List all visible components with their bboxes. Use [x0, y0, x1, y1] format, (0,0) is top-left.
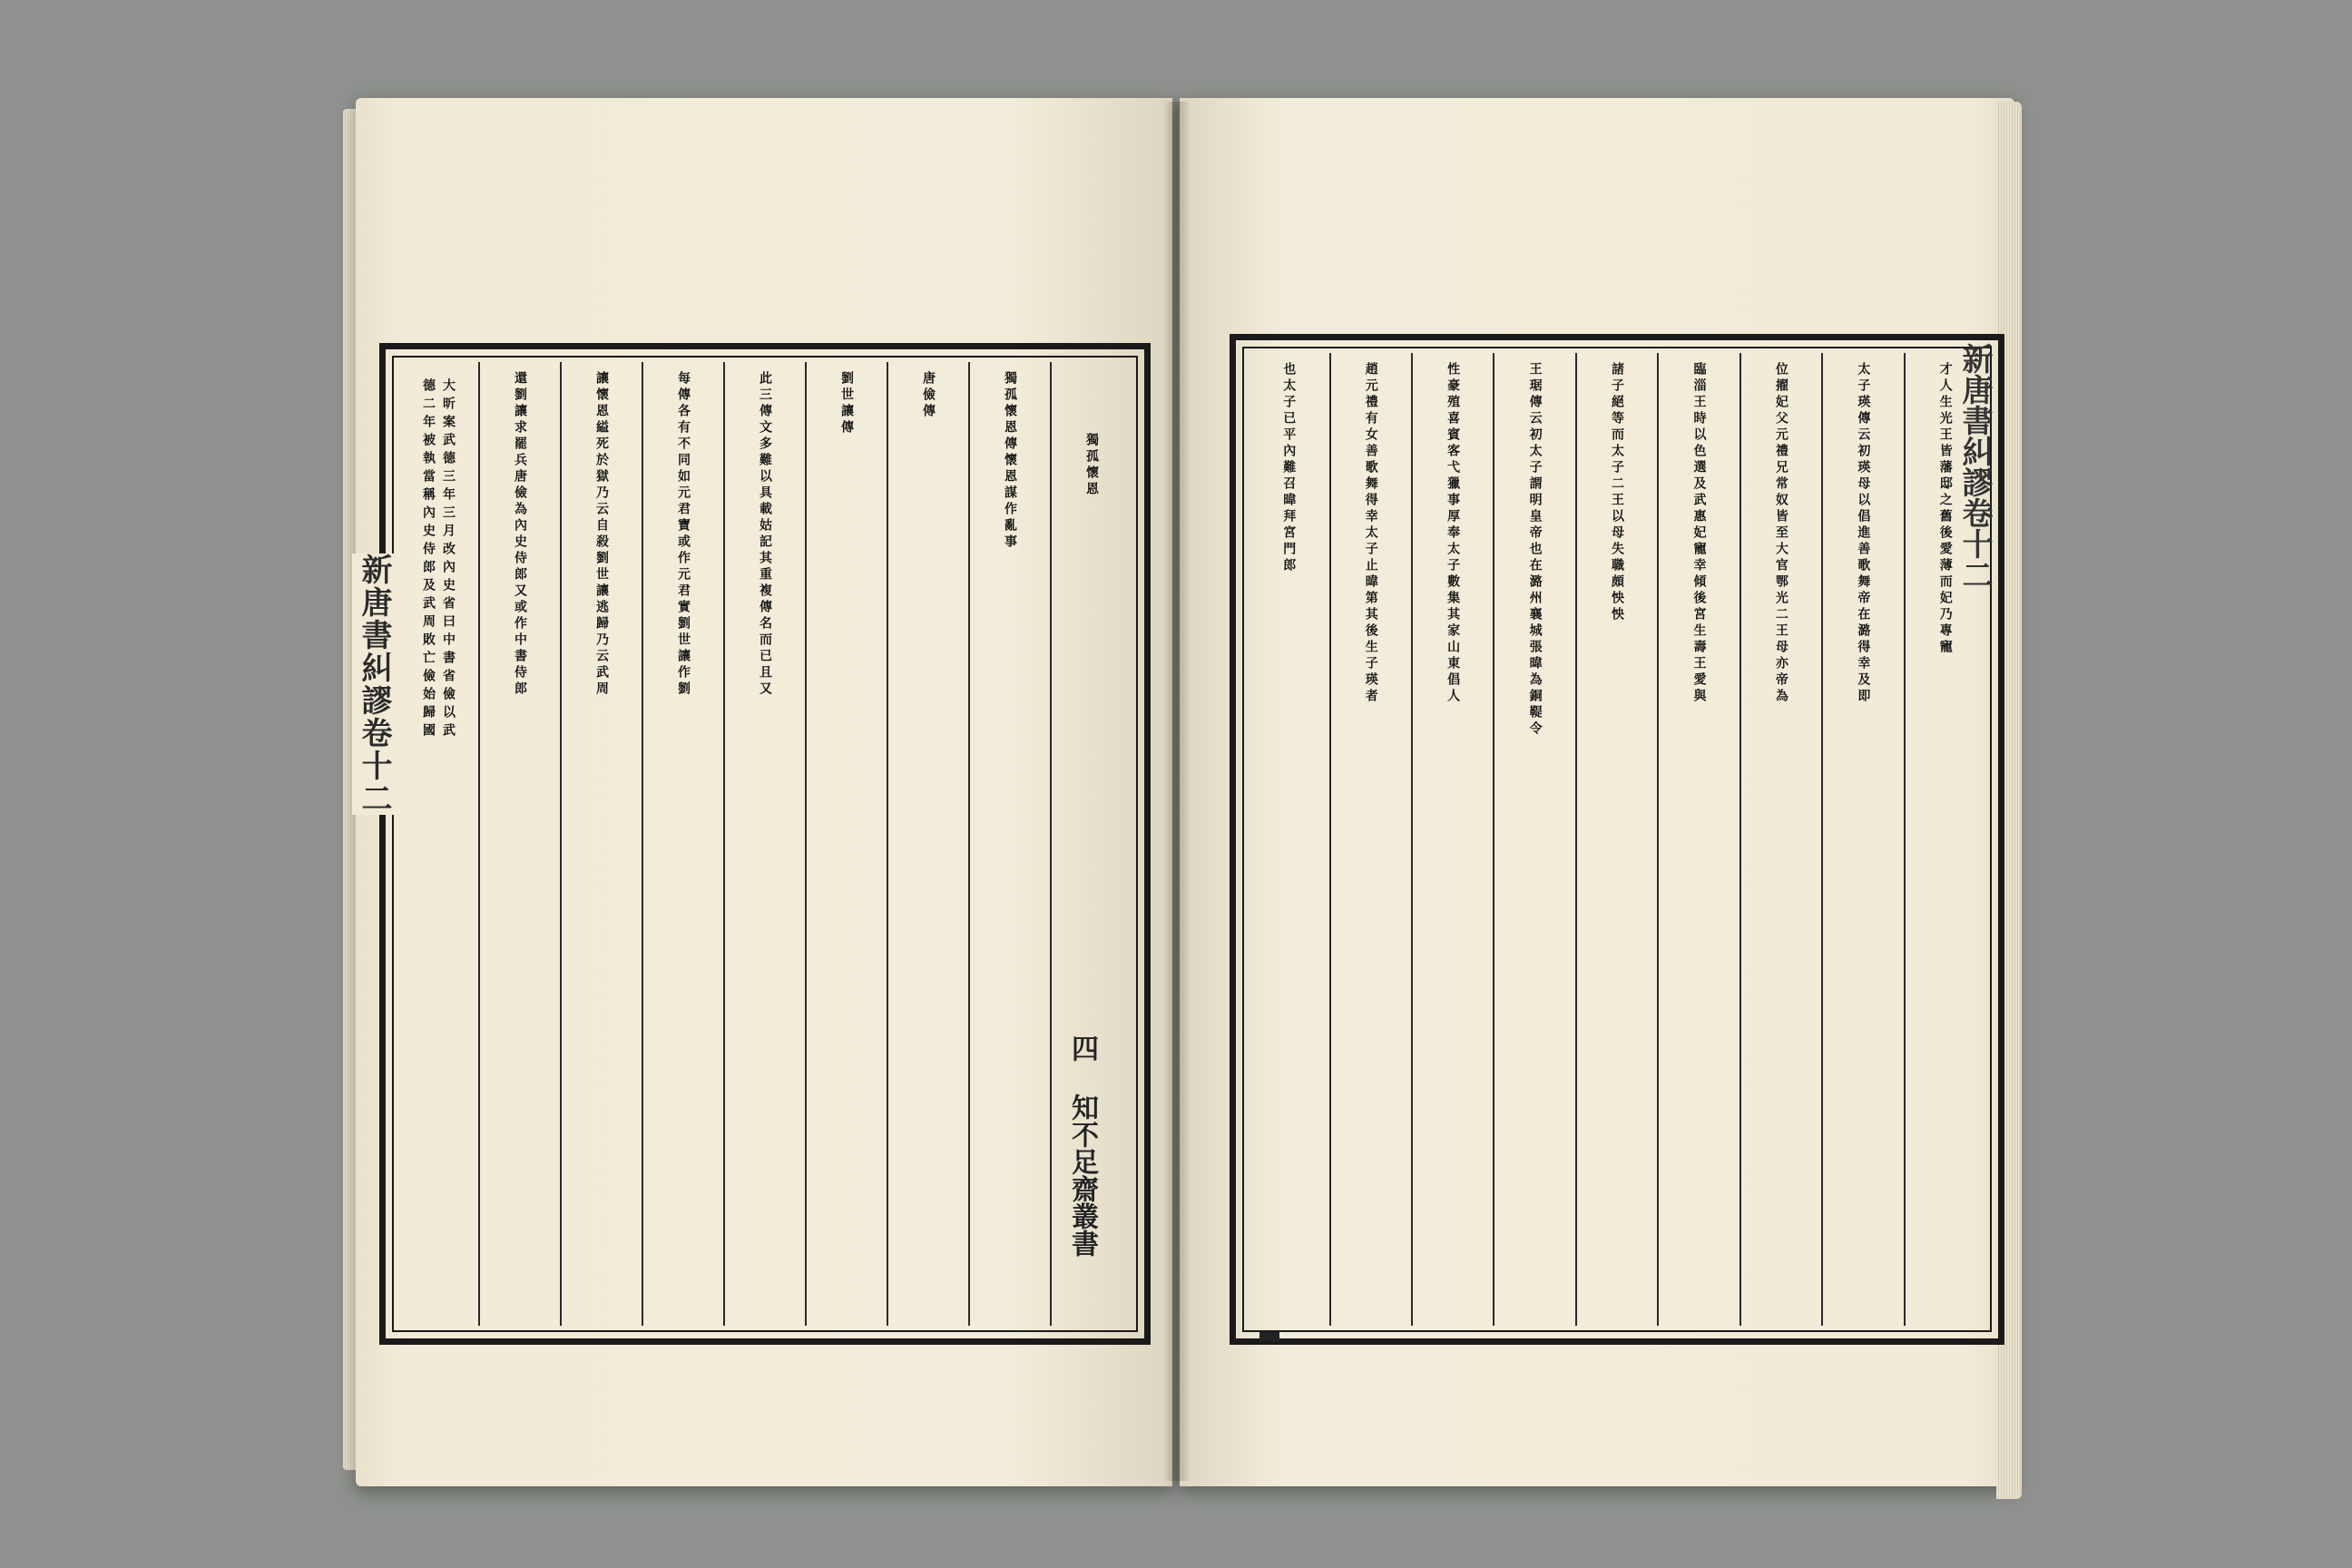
- column-text: 也太子已平內難召暐拜宮門郎: [1281, 362, 1297, 574]
- column-text: 此三傳文多難以具載姑記其重複傳名而已且又: [758, 371, 772, 698]
- left-footer: 四 知不足齋叢書: [1066, 1034, 1098, 1257]
- left-columns: [398, 362, 1132, 1326]
- left-column-4: [805, 362, 887, 1326]
- right-column-2: [1821, 353, 1903, 1326]
- left-column-6: [642, 362, 723, 1326]
- column-text: 才人生光王皆藩邸之舊後愛薄而妃乃專寵: [1937, 362, 1953, 656]
- right-column-5: [1575, 353, 1657, 1326]
- print-mark: [1259, 1332, 1279, 1341]
- annotation-line: 德二年被執當稱內史侍郎及武周敗亡儉始歸國: [421, 378, 436, 741]
- book-gutter: [1163, 102, 1191, 1481]
- right-margin-title: 新唐書糾謬卷十二: [1956, 343, 1993, 590]
- left-column-2: [968, 362, 1050, 1326]
- left-margin-title: 新唐書糾謬卷十二: [352, 554, 397, 815]
- column-text: 獨孤懷恩傳懷恩謀作亂事: [1003, 371, 1017, 551]
- left-column-3: [887, 362, 968, 1326]
- right-column-7: [1411, 353, 1493, 1326]
- annotation-line: 大昕案武德三年三月改內史省曰中書省儉以武: [441, 378, 456, 741]
- left-column-5: [723, 362, 805, 1326]
- right-column-3: [1740, 353, 1821, 1326]
- column-text: 諸子絕等而太子二王以母失職頗怏怏: [1610, 362, 1625, 623]
- column-text: 讓懷恩縊死於獄乃云自殺劉世讓逃歸乃云武周: [594, 371, 609, 698]
- left-column-8: [478, 362, 560, 1326]
- right-text-frame: [1230, 334, 2004, 1345]
- column-text: 王琚傳云初太子謂明皇帝也在潞州襄城張暐為銅鞮令: [1527, 362, 1543, 738]
- column-text: 唐儉傳: [921, 371, 936, 420]
- column-text: 位擢妃父元禮兄常奴皆至大官鄂光二王母亦帝為: [1773, 362, 1788, 705]
- right-column-6: [1493, 353, 1574, 1326]
- column-text: 每傳各有不同如元君寶或作元君實劉世讓作劉: [676, 371, 691, 698]
- column-text: 臨淄王時以色選及武惠妃寵幸傾後宮生壽王愛與: [1691, 362, 1707, 705]
- left-column-7: [560, 362, 642, 1326]
- annotation-pair: [422, 362, 455, 1326]
- right-column-9: [1249, 353, 1328, 1326]
- column-text: 獨孤懷恩: [1084, 433, 1099, 498]
- right-column-8: [1329, 353, 1411, 1326]
- right-columns: [1249, 353, 1985, 1326]
- column-text: 趙元禮有女善歌舞得幸太子止暐第其後生子瑛者: [1363, 362, 1378, 705]
- column-text: 太子瑛傳云初瑛母以倡進善歌舞帝在潞得幸及即: [1856, 362, 1871, 705]
- column-text: 還劉讓求罷兵唐儉為內史侍郎又或作中書侍郎: [513, 371, 527, 698]
- right-column-4: [1657, 353, 1739, 1326]
- column-text: 劉世讓傳: [839, 371, 854, 436]
- left-text-frame: [379, 343, 1151, 1345]
- left-column-9-note: [398, 362, 478, 1326]
- column-text: 性豪殖喜賓客弋獵事厚奉太子數集其家山東倡人: [1446, 362, 1461, 705]
